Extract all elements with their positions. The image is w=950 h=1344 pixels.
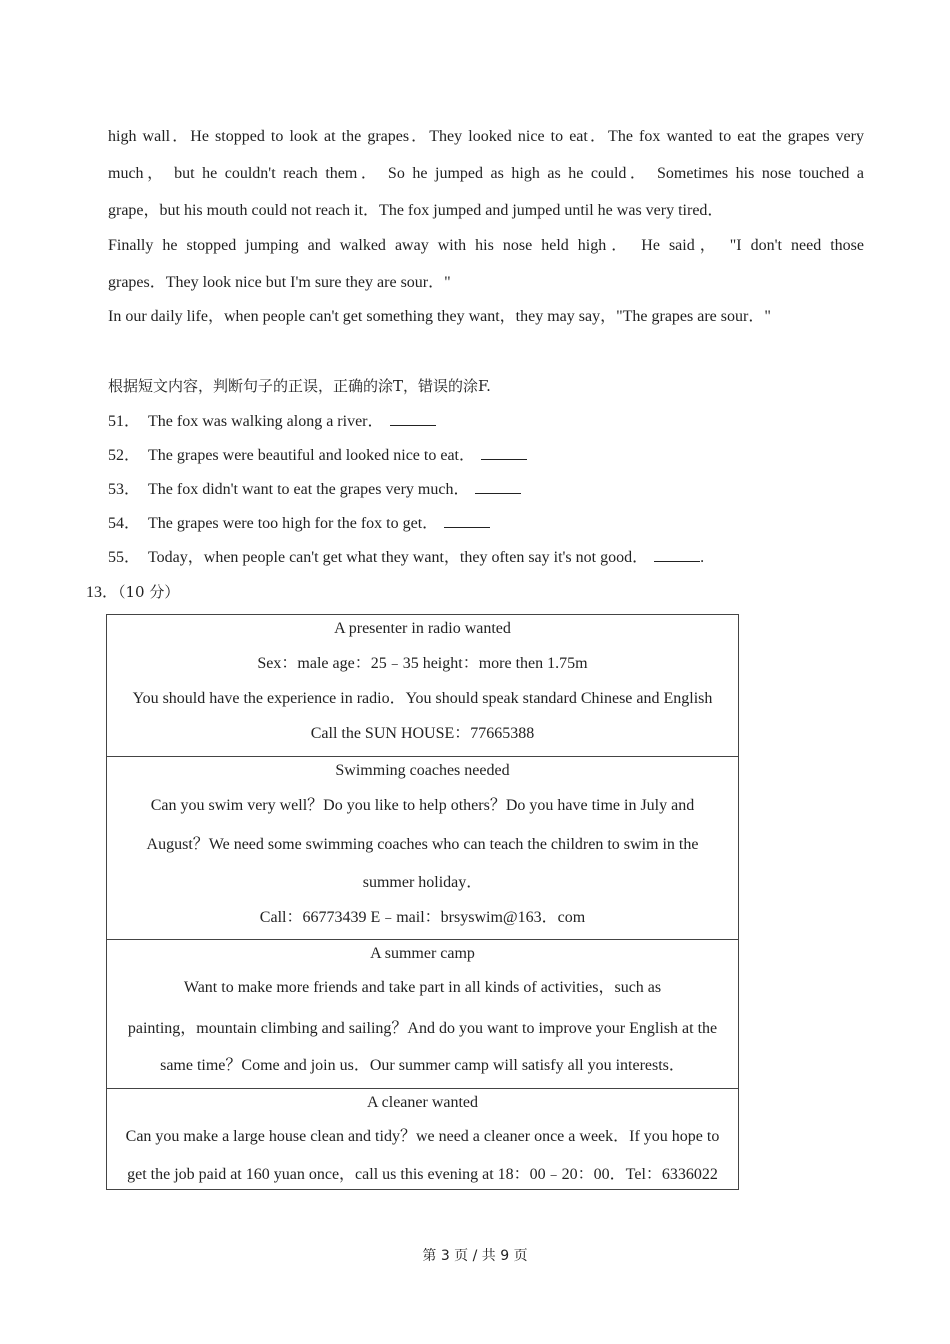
section-score: （10 分） <box>118 583 180 601</box>
question-number: 54． <box>108 515 141 532</box>
passage-line: grapes．They look nice but I'm sure they are sour．" <box>108 274 451 291</box>
question-53 <box>108 479 521 500</box>
question-text: The fox was walking along a river． <box>148 413 384 430</box>
ad-line: You should have the experience in radio．You should speak standard Chinese and English <box>132 690 713 707</box>
ad-line: same time？Come and join us．Our summer camp will satisfy all you interests． <box>160 1057 685 1074</box>
question-text: The grapes were beautiful and looked nice to eat． <box>148 447 475 464</box>
passage-line: grape，but his mouth could not reach it．The fox jumped and jumped until he was very tired． <box>108 202 724 219</box>
question-55 <box>108 547 704 568</box>
ad-line: Call：66773439 E﹣mail：brsyswim@163．com <box>259 909 586 926</box>
passage-line: high wall．He stopped to look at the grapes．They looked nice to eat．The fox wanted to eat the grapes very <box>108 128 864 145</box>
question-number: 53． <box>108 481 141 498</box>
ad-title: A summer camp <box>370 945 475 962</box>
answer-blank[interactable] <box>654 547 700 562</box>
passage-paragraph-3: In our daily life，when people can't get something they want，they may say，"The grapes are sour．" <box>108 308 771 325</box>
ad-presenter <box>107 615 738 756</box>
answer-blank[interactable] <box>444 513 490 528</box>
section-heading <box>86 582 179 603</box>
section-number: 13． <box>86 584 119 601</box>
ads-table <box>106 614 739 1190</box>
ad-summer-camp <box>107 939 738 1088</box>
ad-line: August？We need some swimming coaches who can teach the children to swim in the <box>146 836 699 853</box>
ad-title: Swimming coaches needed <box>335 762 510 779</box>
ad-line: Call the SUN HOUSE：77665388 <box>310 725 535 742</box>
ad-line: summer holiday． <box>362 874 483 891</box>
ad-line: Sex：male age：25﹣35 height：more then 1.75m <box>257 655 588 672</box>
ad-line: Want to make more friends and take part in all kinds of activities，such as <box>183 979 662 996</box>
ad-swimming-coaches <box>107 756 738 939</box>
ad-cleaner <box>107 1088 738 1189</box>
question-number: 52． <box>108 447 141 464</box>
answer-blank[interactable] <box>481 445 527 460</box>
ad-line: Can you swim very well？Do you like to help others？Do you have time in July and <box>150 797 695 814</box>
passage-paragraph-1 <box>108 118 864 229</box>
question-51 <box>108 411 436 432</box>
ad-line: get the job paid at 160 yuan once，call us this evening at 18：00﹣20：00．Tel：6336022 <box>127 1166 718 1183</box>
passage-paragraph-2 <box>108 227 864 301</box>
ad-title: A presenter in radio wanted <box>334 620 511 637</box>
question-text: The fox didn't want to eat the grapes very much． <box>148 481 470 498</box>
ad-line: Can you make a large house clean and tidy？we need a cleaner once a week．If you hope to <box>125 1128 720 1145</box>
ad-title: A cleaner wanted <box>366 1094 479 1111</box>
ad-line: painting，mountain climbing and sailing？And do you want to improve your English at the <box>127 1020 718 1037</box>
question-52 <box>108 445 527 466</box>
answer-blank[interactable] <box>475 479 521 494</box>
question-number: 55． <box>108 549 141 566</box>
question-number: 51． <box>108 413 141 430</box>
passage-line: Finally he stopped jumping and walked away with his nose held high． He said， "I don't need those <box>108 237 864 254</box>
question-54 <box>108 513 490 534</box>
question-text: The grapes were too high for the fox to get． <box>148 515 439 532</box>
instruction-text: 根据短文内容，判断句子的正误，正确的涂T，错误的涂F. <box>108 377 491 395</box>
question-suffix: . <box>700 549 705 566</box>
question-text: Today，when people can't get what they want，they often say it's not good． <box>148 549 649 566</box>
passage-line: much， but he couldn't reach them． So he jumped as high as he could． Sometimes his nose touched a <box>108 165 864 182</box>
answer-blank[interactable] <box>390 411 436 426</box>
page-footer: 第 3 页 / 共 9 页 <box>422 1248 528 1264</box>
